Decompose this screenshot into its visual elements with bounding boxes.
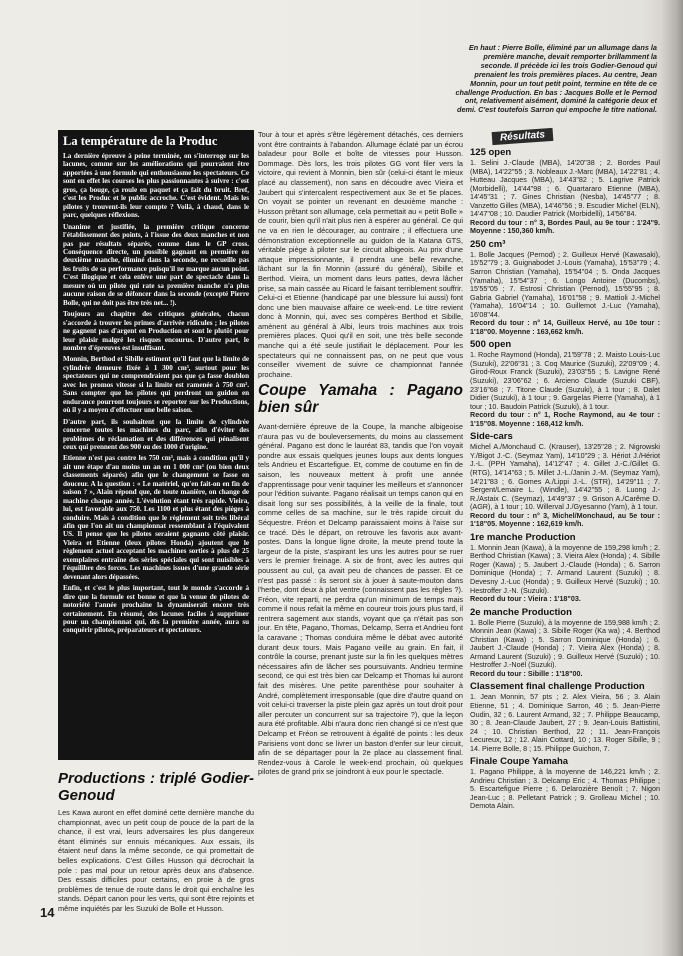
results-section-title: 500 open [470, 339, 512, 351]
results-section-text: 1. Bolle Jacques (Pernod) ; 2. Guilleux Hervé (Kawasaki), 15'52"79 ; 3. Guignabodet J.-Louis (Yamaha), 15'53"79 ; 4. Sarron Christian (Yamaha), 15'54"04 ; 5. Onda Jacques (Yamaha), 15'54"37 ; 6. Longo Antoine (Ducombs), 15'55"05 ; 7. Estrosi Christian (Pernod), 15'55"95 ; 8. Gabria Gabriel (Yamaha), 16'01"58 ; 9. Mattioli J.-Michel (Yamaha), 16'04"14 ; 10. Guillemot J.-Luc (Yamaha), 16'08"44. [470, 249, 660, 319]
results-section-text: 1. Bolle Pierre (Suzuki), à la moyenne de 159,988 km/h ; 2. Monnin Jean (Kawa) ; 3. Sibille Roger (Ka wa) ; 4. Berthod Christian (Kawa) ; 5. Sarron Dominique (Honda) ; 6. Jaubert J.-Claude (Honda) ; 7. Vieira Alex (Honda) ; 8. Armand Laurent (Suzuki) ; 9. Guilleux Hervé (Suzuki) ; 10. Hestroffer J.-Noël (Suzuki). [470, 617, 660, 670]
results-section-text: 1. Pagano Philippe, à la moyenne de 146,221 km/h ; 2. Andrieu Christian ; 3. Delcamp Eric ; 4. Thomas Philippe ; 5. Escartefigue Pierre ; 6. Delarozière Benoît ; 7. Nigon Jean-Luc ; 8. Pelletant Patrick ; 9. Grolleau Michel ; 10. Demota Alain. [470, 767, 660, 811]
results-lap-record: Record du tour : n° 3, Michel/Monchaud, au 5e tour : 1'18"05. Moyenne : 162,619 km/h. [470, 510, 660, 529]
results-section [470, 339, 660, 428]
results-section-text: 1. Jean Monnin, 57 pts ; 2. Alex Vieira, 56 ; 3. Alain Etienne, 51 ; 4. Dominique Sarron, 46 ; 5. Jean-Pierre Oudin, 32 ; 6. Laurent Armand, 32 ; 7. Philippe Beaucamp, 30 ; 8. Jean-Claude Jaubert, 27 ; 9. Jean-Louis Battistini, 24 ; 10. Christian Berthod, 22 ; 11. Jean-François Lecureux, 12 ; 12. Alain Cottard, 10 ; 13. Roger Sibille, 9 ; 14. Pierre Bolle, 8 ; 15. Philippe Guichon, 7. [470, 692, 660, 753]
yamaha-article [258, 382, 463, 927]
results-section [470, 532, 660, 604]
photo-caption: En haut : Pierre Bolle, éliminé par un allumage dans la première manche, devait remporter brillamment la seconde. Il précède ici les trois Godier-Genoud qui prenaient les trois premières places. Au centre, Jean Monnin, pour un tout petit point, termine en tête de ce challenge Production. En bas : Jacques Bolle et le Pernod ont, relativement aisément, dominé la catégorie deux et demi. C'est toutefois Sarron qui empoche le titre national. [455, 43, 657, 115]
results-section-title: 125 open [470, 147, 512, 158]
sidebar-box [58, 130, 254, 760]
middle-article-top [258, 130, 463, 379]
sidebar-paragraph: Toujours au chapitre des critiques générales, chacun s'accorde à trouver les primes d'arrivée ridicules ; les pilotes ne gagnent pas d'argent en Production et sont le plutôt pour leur plaisir malgré les risques encourus. D'autre part, le nombre d'épreuves est insuffisant. [63, 310, 249, 352]
results-section [470, 431, 660, 528]
results-section [470, 239, 660, 336]
productions-article [58, 770, 254, 913]
results-section-title: 1re manche Production [470, 531, 576, 543]
sidebar-paragraph: Monnin, Berthod et Sibille estiment qu'il faut que la limite de cylindrée demeure fixée à 1 300 cm³, surtout pour les spectateurs qui ne comprendraient pas que ça fasse doublon avec les promos vitesse si la limite est ramenée à 750 cm³. Sans compter que les pilotes qui perdront un guidon en endurance pourront toujours se reporter sur les Productions, où il y a moyen d'effectuer une belle saison. [63, 355, 249, 415]
results-section-title: Classement final challenge Production [470, 681, 645, 693]
sidebar-paragraph: D'autre part, ils souhaitent que la limite de cylindrée concerne toutes les machines du parc, afin d'éviter des problèmes de réclamation et des différences qui pénalisent ceux qui prennent des 900 ou des 1000 d'origine. [63, 417, 249, 451]
results-section [470, 681, 660, 753]
results-section [470, 147, 660, 236]
results-section-title: 2e manche Production [470, 606, 572, 618]
results-section-text: 1. Monnin Jean (Kawa), à la moyenne de 159,298 km/h ; 2. Berthod Christian (Kawa) ; 3. Vieira Alex (Honda) ; 4. Sibille Roger (Kawa) ; 5. Jaubert J.-Claude (Honda) ; 6. Sarron Dominique (Honda) ; 7. Armand Laurent (Suzuki) ; 8. Devesny J.-Luc (Honda) ; 9. Guilleux Hervé (Suzuki) ; 10. Hestroffer J.-N. (Suzuki). [470, 542, 660, 595]
results-section-text: 1. Selini J.-Claude (MBA), 14'20"38 ; 2. Bordes Paul (MBA), 14'22"55 ; 3. Nobleaux J.-Marc (MBA), 14'22"81 ; 4. Hutteau Jacques (MBA), 14'43"82 ; 5. Lagrive Patrick (Morbidelli), 14'44"98 ; 6. Quartararo Etienne (MBA), 14'45"31 ; 7. Gines Christian (Nesba), 14'45"77 ; 8. Vanzetto Gilles (MBA), 14'46"56 ; 9. Escudier Michel (ELN), 14'47"08 ; 10. Daudier Patrick (Morbidelli), 14'56"84. [470, 158, 660, 219]
results-section [470, 607, 660, 679]
productions-headline: Productions : triplé Godier-Genoud [58, 770, 254, 804]
results-lap-record: Record du tour : Vieira : 1'18"03. [470, 594, 581, 604]
results-section-title: Finale Coupe Yamaha [470, 756, 569, 768]
results-lap-record: Record du tour : n° 1, Roche Raymond, au 4e tour : 1'15"08. Moyenne : 168,412 km/h. [470, 410, 660, 428]
results-section-text: Michel A./Monchaud C. (Krauser), 13'25"28 ; 2. Nigrowski Y./Bigot J.-C. (Seymaz Yam), 14'10"29 ; 3. Hériot J./Hériot J.-L. (PPH Yamaha), 14'12"47 ; 4. Gillet J.-C./Gillet G. (RTG), 14'14"63 ; 5. Millet J.-L./Janin J.-M. (Seymaz Yam), 14'21"83 ; 6. Gomes A./Lippi J.-L. (STR), 14'29"11 ; 7. Sergent/Lemaire L. (Windle), 14'42"55 ; 8. Luong J.-R./Astaix C. (Seymaz), 14'49"37 ; 9. Grison A./Carême D. (AGR), à 1 tour ; 10. Willerval J./Gyesanno (Yam), à 1 tour. [470, 442, 660, 512]
results-lap-record: Record du tour : Sibille : 1'18"00. [470, 668, 583, 678]
results-section [470, 756, 660, 811]
productions-body: Les Kawa auront en effet dominé cette dernière manche du championnat, avec un petit coup de pouce de la part de la chance, il est vrai, leurs adversaires les plus dangereux étant éliminés sur ennuis mécaniques. Aux essais, ils étaient neuf dans la même seconde, ce qui promettait de belles explications. C'est Gilles Husson qui décrochait la pole : pas mal pour un retour après deux ans d'absence. Des essais difficiles pour certains, en proie à de gros problèmes de tenue de route dans le droit qui enchaîne les stands. Départ canon pour les verts, qui sont être rejoints et même inquiétés par les Suzuki de Bolle et Husson. [58, 808, 254, 913]
results-section-title: 250 cm³ [470, 238, 506, 250]
yamaha-body: Avant-dernière épreuve de la Coupe, la manche albigeoise n'aura pas vu de bouleversements, du moins au classement général. Pagano est donc le lauréat 83, tandis que l'on voyait pondre aux essais quelques jeunes loups aux dents longues tels Andrieu et Escartefigue. Et, comme de coutume en fin de saison, les nouveaux mettent à profit une année d'apprentissage pour venir taquiner les meilleurs et s'annoncer pour l'édition suivante. Pagano réalisait un temps canon qui en disait long sur ses possibilités, à la veille de la finale, tout comme celles de sa machine, sur le très rapide circuit du Séquestre. Fréon et Delcamp paraissaient moins à l'aise sur ce tracé. Dès le départ, on retrouve les favoris aux avant-postes. Dans la longue ligne droite, la meute prend toute la largeur de la piste, s'aspirant les uns les autres pour se ruer vers le premier freinage. A six de front, avec les autres qui poussent au cul, ça avait peu de chances de passer. Et ce n'est pas passé : ils seront six à jouer à saute-mouton dans l'herbe, dont deux à plat ventre (connaissent pas les règles ?). Fréon, vite reparti, ne perdra qu'un minimum de temps mais comme il nous refait la même en coureur trois jours plus tard, il rentrera sagement aux stands, voyant que ça n'était pas son jour. En tête, Pagano, Thomas, Delcamp, Serra et Andrieu font la caravane ; Thomas conduira même le débat avec autorité durant deux tours. Mais Pagano veille au grain. En fait, il contrôle la course, prenant juste sur la fin les quelques mètres nécessaires afin de lâcher ses poursuivants. Andrieu termine second, ce qui est très bien car Delcamp et Thomas lui auront fait des misères. Une petite parenthèse pour souhaiter à André, complètement irresponsable (que dire d'autre quand on voit celui-ci traverser la piste plein gaz après un tout droit pour aller percuter un concurrent sur sa trajectoire ?), que la leçon aura été profitable. Albi n'aura donc rien changé si ce n'est que Delcamp et Fréon se retrouvent à égalité de points : les deux Parisiens vont donc se livrer un baston d'enfer sur leur circuit, afin de se départager pour la 2e place au classement final. Rendez-vous à Carole le week-end prochain, où quelques pilotes de grand prix se joindront à eux pour le spectacle. [258, 422, 463, 777]
yamaha-headline: Coupe Yamaha : Pagano bien sûr [258, 382, 463, 416]
results-column [470, 126, 660, 926]
sidebar-paragraph: Etienne n'est pas contre les 750 cm³, mais à condition qu'il y ait une étape d'au moins un an en 1 000 cm³ (ou bien deux classements séparés) afin que le changement se fasse en douceur. A la question : « Le matériel, qu'en fait-on en fin de saison ? », Alain répond que, de toute manière, on change de machine chaque année. L'évolution étant très rapide. Vieira, lui, est favorable aux 750. Les 1100 et plus étant des pièges à conduire. Mais à condition que le règlement soit très libéral afin que l'on ait un championnat ressemblant à l'équivalent US. Il pense que les pilotes seraient gagnants côté plaisir. Vieira et Etienne (deux pilotes Honda) ajoutent que le règlement actuel acceptant les machines sorties à plus de 25 exemplaires entraîne des séries spéciales qui sont nuisibles à l'équilibre des forces. Les machines issues d'une grande série devenant alors dépassées. [63, 454, 249, 581]
page-gutter-shadow [661, 0, 683, 956]
results-lap-record: Record du tour : n° 3, Bordes Paul, au 9e tour : 1'24"9. Moyenne : 150,360 km/h. [470, 217, 660, 236]
results-badge: Résultats [492, 128, 554, 145]
results-section-text: 1. Roche Raymond (Honda), 21'59"78 ; 2. Maisto Louis-Luc (Suzuki), 22'06"31 ; 3. Coq Maurice (Suzuki), 22'09"09 ; 4. Girod-Roux Franck (Suzuki), 23'03"55 ; 5. Lavigne René (Suzuki), 23'06"62 ; 6. Arcieno Claude (Suzuki CBF), 23'16"68 ; 7. Titone Claude (Suzuki), à 1 tour ; 8. Dalet Didier (Suzuki), à 1 tour ; 9. Gargelas Pierre (Yamaha), à 1 tour ; 10. Baudoin Patrick (Suzuki), à 1 tour. [470, 350, 660, 411]
results-list [470, 147, 660, 811]
results-section-title: Side-cars [470, 431, 513, 443]
sidebar-paragraph: La dernière épreuve à peine terminée, on s'interroge sur les lacunes, comme sur les améliorations qui pourraient être apportées à une formule qui enthousiasme les spectateurs. Ce sont en effet les courses les plus passionnantes à suivre : c'est gros, ça bouge, ça roule en paquet et ça fait du bruit. Bref, c'est les Produc et le public accroche. C'est évident. Mais les pilotes y trouvent-ils leur compte ? Voilà, à chaud, dans le parc, quelques réflexions. [63, 152, 249, 220]
middle-article-body: Tour à tour et après s'être légèrement détachés, ces derniers vont être contraints à l'abandon. Allumage éclaté par un écrou baladeur pour Bolle et boîte de vitesses pour Husson. Dommage. Dès lors, les trois pilotes GG vont filer vers la victoire, qui revient à Monnin, bien sûr (celui-ci étant le mieux placé au classement), non sans en découdre avec Vieira et Jaubert qui s'intercalent respectivement aux 3e et 5e places. On voyait se pointer un revenant en deuxième manche : Husson prêtant son allumage, cela permettait au « petit Bolle » de courir, bien qu'il n'ait plus rien à espérer au général. Ce qui ne va en rien le décourager, au contraire ; il effectuera une démonstration exceptionnelle au guidon de la Katana GTS, véritable piège à piloter sur le circuit albigeois. Au prix d'une attaque impressionnante, il prendra une belle revanche, lâchant sur la fin Monnin (assuré du général), Sibille et Berthod. Vieira, un moment dans leurs pattes, devra lâcher prise, sa main cassée au Ricard le faisant terriblement souffrir. Celui-ci et Etienne (handicapé par une blessure lui aussi) font donc une bien mauvaise affaire ce week-end. Le titre revient donc à Monnin, qui, avec ses compères Berthod et Sibille, amènent au général à Albi, leurs trois machines aux trois premières places. Quoi qu'il en soit, une très belle seconde manche qui a été seule justifiait le déplacement. Pour les spectateurs qui ne connaissent pas, on ne peut que vous conseiller vivement de suivre ce championnat l'année prochaine. [258, 130, 463, 379]
results-lap-record: Record du tour : n° 14, Guilleux Hervé, au 10e tour : 1'18"00. Moyenne : 163,662 km/h. [470, 318, 660, 336]
sidebar-paragraph: Unanime et justifiée, la première critique concerne l'établissement des points, à l'issue des deux manches et non pas par résultats séparés, comme dans le GP cross. Conséquence directe, un possible gagnant en première ou deuxième manche, éliminé dans la seconde, ne recueille pas les fruits de sa performance puisqu'il ne marque aucun point. C'est illogique et cela enlève une part de spectacle dans la mesure où un pilote qui rate sa première manche n'a plus aucune raison de se défoncer dans la seconde (excepté Pierre Bolle, qui ne doit pas être très net... !). [63, 222, 249, 307]
page-number: 14 [40, 905, 55, 920]
sidebar-title: La température de la Produc [63, 134, 218, 148]
sidebar-paragraph: Enfin, et c'est le plus important, tout le monde s'accorde à dire que la formule est bonne et que la venue de pilotes de notoriété l'année prochaine la dynamiserait encore très certainement. En résumé, des lacunes faciles à supprimer pour un championnat qui, dès la première année, aura su conquérir pilotes, préparateurs et spectateurs. [63, 584, 249, 635]
